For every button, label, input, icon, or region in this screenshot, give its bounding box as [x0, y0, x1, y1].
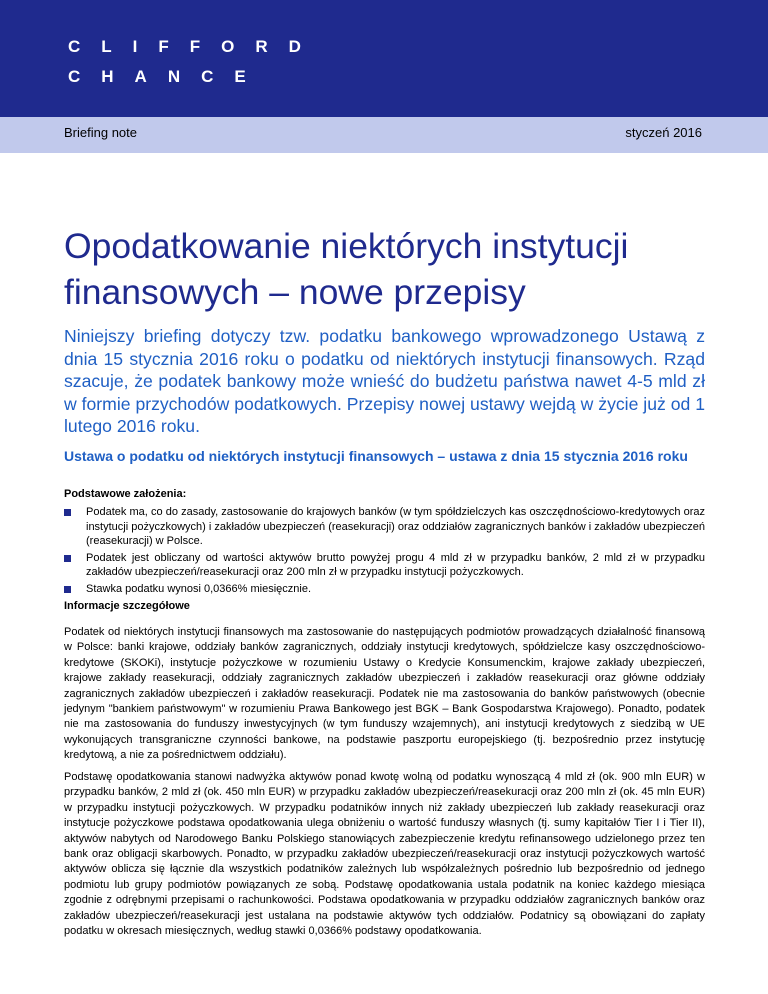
bullet-text: Podatek ma, co do zasady, zastosowanie do krajowych banków (w tym spółdzielczych kas oszczędnościowo-kredytowych oraz instytucji pożyczkowych) i zakładów ubezpieczeń (reasekuracji) oraz oddziałów zagranicznych banków i zakładów ubezpieczeń (reasekuracji) w Polsce.: [86, 506, 705, 547]
body-paragraph-1: Podatek od niektórych instytucji finansowych ma zastosowanie do następujących podmiotów prowadzących działalność finansową w Polsce: banki krajowe, oddziały banków zagranicznych, oddziały instytucji kredytowych, spółdzielcze kasy oszczędnościowo-kredytowe (SKOKi), instytucje pożyczkowe w rozumieniu Ustawy o Kredycie Konsumenckim, krajowe zakłady ubezpieczeń, krajowe zakłady reasekuracji, oddziały zagranicznych zakładów ubezpieczeń i zakładów reasekuracji oraz główne oddziały zagranicznych zakładów ubezpieczeń i zakładów reasekuracji. Podatek nie ma zastosowania do banków państwowych (obecnie jedynym "bankiem państwowym" w rozumieniu Prawa Bankowego jest BGK – Bank Gospodarstwa Krajowego). Ponadto, podatek nie ma zastosowania do funduszy inwestycyjnych (w tym funduszy wzajemnych), ani instytucji kredytowych z siedzibą w UE wykonujących transgraniczne czynności bankowe, na podstawie paszportu europejskiego (tj. bezpośrednio przez instytucję kredytową, a nie za pośrednictwem oddziału).: [64, 626, 705, 762]
section-title: Ustawa o podatku od niektórych instytucji finansowych – ustawa z dnia 15 stycznia 2016 roku: [64, 448, 688, 464]
lead-paragraph: Niniejszy briefing dotyczy tzw. podatku bankowego wprowadzonego Ustawą z dnia 15 stycznia 2016 roku o podatku od niektórych instytucji finansowych. Rząd szacuje, że podatek bankowy może wnieść do budżetu państwa nawet 4-5 mld zł w formie przychodów podatkowych. Przepisy nowej ustawy wejdą w życie już od 1 lutego 2016 roku.: [64, 326, 705, 436]
bullet-list: [64, 505, 705, 598]
body-paragraph-2: Podstawę opodatkowania stanowi nadwyżka aktywów ponad kwotę wolną od podatku wynoszącą 4 mld zł (ok. 900 mln EUR) w przypadku banków, 2 mld zł (ok. 450 mln EUR) w przypadku zakładów ubezpieczeń/reasekuracji oraz 200 mln zł (ok. 45 mln EUR) w przypadku instytucji pożyczkowych. W przypadku podatników innych niż zakłady ubezpieczeń lub zakłady reasekuracji oraz instytucje pożyczkowe podstawa opodatkowania ulega obniżeniu o wartość funduszy własnych (tj. sumy kapitałów Tier I i Tier II), aktywów nabytych od Narodowego Banku Polskiego stanowiących zabezpieczenie kredytu refinansowego udzielonego przez ten bank oraz obligacji skarbowych. Ponadto, w przypadku zakładów ubezpieczeń/reasekuracji oraz instytucji pożyczkowych wartość aktywów oblicza się łącznie dla wszystkich podatników zależnych lub współzależnych pośrednio lub bezpośrednio od jednego podmiotu lub grupy podmiotów powiązanych ze sobą. Podstawę opodatkowania ustala podatnik na koniec każdego miesiąca zgodnie z odrębnymi przepisami o rachunkowości. Podstawa opodatkowania w przypadku oddziałów zagranicznych banków oraz zakładów ubezpieczeń/reasekuracji jest ustalana na podstawie aktywów tych oddziałów. Podatnicy są obowiązani do zapłaty podatku w okresach miesięcznych, według stawki 0,0366% podstawy opodatkowania.: [64, 771, 705, 938]
bullet-text: Stawka podatku wynosi 0,0366% miesięcznie.: [86, 582, 312, 595]
square-bullet-icon: [64, 555, 71, 562]
bullet-item: [64, 505, 705, 549]
header-bar: [0, 0, 768, 117]
document-type: Briefing note: [64, 125, 137, 140]
bullet-text: Podatek jest obliczany od wartości aktywów brutto powyżej progu 4 mld zł w przypadku banków, 2 mld zł w przypadku zakładów ubezpieczeń/reasekuracji oraz 200 mln zł w przypadku instytucji pożyczkowych.: [86, 551, 705, 578]
bullet-item: [64, 551, 705, 580]
square-bullet-icon: [64, 586, 71, 593]
logo-line-2: CHANCE: [68, 67, 267, 86]
logo-line-1: CLIFFORD: [68, 37, 322, 56]
document-title: Opodatkowanie niektórych instytucji finansowych – nowe przepisy: [64, 226, 629, 312]
bullet-item: [64, 582, 705, 597]
subheading-details: Informacje szczegółowe: [64, 600, 190, 612]
document-date: styczeń 2016: [625, 125, 702, 140]
square-bullet-icon: [64, 509, 71, 516]
clifford-chance-logo: [68, 32, 322, 92]
subheading-basics: Podstawowe założenia:: [64, 488, 187, 500]
